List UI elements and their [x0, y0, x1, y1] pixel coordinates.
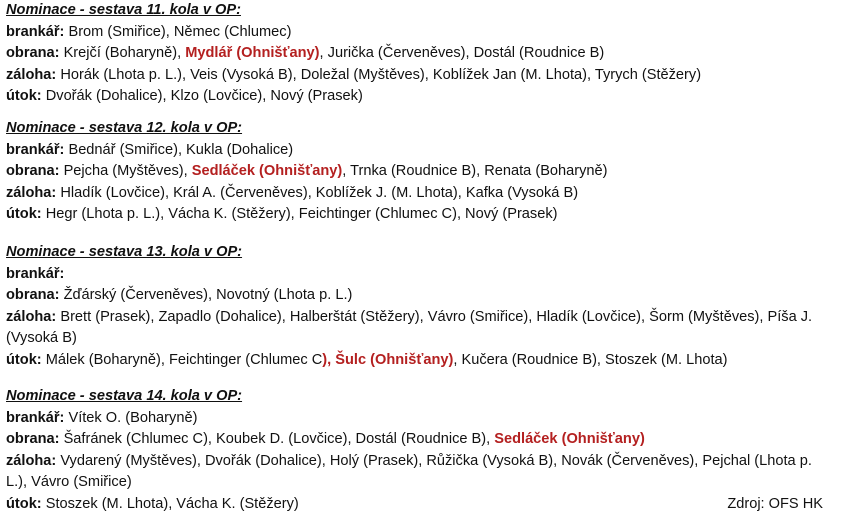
position-row: [6, 285, 835, 307]
player-list: Brett (Prasek), Zapadlo (Dohalice), Halberštát (Stěžery), Vávro (Smiřice), Hladík (Lovčice), Šorm (Myštěves), Píša J. (Vysoká B): [6, 308, 813, 346]
player-list: , Kučera (Roudnice B), Stoszek (M. Lhota): [453, 351, 728, 368]
player-list: Vítek O. (Boharyně): [64, 409, 198, 426]
position-label: brankář:: [6, 409, 65, 426]
nomination-section: [6, 0, 835, 108]
player-list: , Trnka (Roudnice B), Renata (Boharyně): [342, 163, 608, 179]
position-label: obrana:: [6, 45, 60, 61]
highlighted-player: Mydlář (Ohnišťany): [185, 45, 320, 61]
player-list: Krejčí (Boharyně),: [59, 45, 186, 61]
position-row: [6, 408, 835, 430]
position-label: záloha:: [6, 66, 57, 83]
position-label: útok:: [6, 495, 42, 512]
player-list: Dvořák (Dohalice), Klzo (Lovčice), Nový (Prasek): [41, 88, 363, 104]
position-row: [6, 183, 835, 205]
position-row: [6, 494, 835, 516]
player-list: Hegr (Lhota p. L.), Vácha K. (Stěžery), Feichtinger (Chlumec C), Nový (Prasek): [41, 206, 558, 222]
position-label: útok:: [6, 206, 42, 222]
section-heading: Nominace - sestava 11. kola v OP:: [6, 2, 241, 18]
position-row: [6, 429, 835, 451]
player-list: Pejcha (Myštěves),: [59, 163, 192, 179]
position-label: záloha:: [6, 184, 57, 201]
position-row: [6, 65, 835, 87]
player-list: Brom (Smiřice), Němec (Chlumec): [64, 23, 292, 40]
nomination-section: [6, 386, 835, 515]
position-row: [6, 204, 835, 226]
position-row: [6, 140, 835, 162]
position-label: brankář:: [6, 265, 65, 282]
player-list: Žďárský (Červeněves), Novotný (Lhota p. L.): [59, 287, 353, 303]
position-row: [6, 22, 835, 44]
section-heading: Nominace - sestava 12. kola v OP:: [6, 120, 243, 136]
highlighted-player: ), Šulc (Ohnišťany): [322, 351, 454, 368]
player-list: Hladík (Lovčice), Král A. (Červeněves), Koblížek J. (M. Lhota), Kafka (Vysoká B): [56, 184, 579, 201]
position-row: [6, 161, 835, 183]
position-row: [6, 264, 835, 286]
nomination-section: [6, 118, 835, 226]
position-row: [6, 43, 835, 65]
player-list: Horák (Lhota p. L.), Veis (Vysoká B), Doležal (Myštěves), Koblížek Jan (M. Lhota), Tyrych (Stěžery): [56, 66, 702, 83]
position-row: [6, 86, 835, 108]
position-label: obrana:: [6, 287, 60, 303]
nomination-section: [6, 242, 835, 371]
position-label: útok:: [6, 88, 42, 104]
player-list: Vydarený (Myštěves), Dvořák (Dohalice), Holý (Prasek), Růžička (Vysoká B), Novák (Červeněves), Pejchal (Lhota p. L.), Vávro (Smiřice): [6, 452, 812, 490]
player-list: Stoszek (M. Lhota), Vácha K. (Stěžery): [41, 495, 299, 512]
player-list: Šafránek (Chlumec C), Koubek D. (Lovčice), Dostál (Roudnice B),: [59, 431, 495, 447]
player-list: Bednář (Smiřice), Kukla (Dohalice): [64, 141, 294, 158]
position-label: obrana:: [6, 163, 60, 179]
position-label: brankář:: [6, 141, 65, 158]
player-list: Málek (Boharyně), Feichtinger (Chlumec C: [41, 351, 323, 368]
highlighted-player: Sedláček (Ohnišťany): [191, 163, 343, 179]
position-row: [6, 451, 835, 494]
position-label: útok:: [6, 351, 42, 368]
position-label: záloha:: [6, 308, 57, 325]
position-label: obrana:: [6, 431, 60, 447]
position-row: [6, 350, 835, 372]
position-label: brankář:: [6, 23, 65, 40]
position-row: [6, 307, 835, 350]
source-note: Zdroj: OFS HK: [727, 495, 823, 512]
player-list: , Jurička (Červeněves), Dostál (Roudnice B): [319, 45, 605, 61]
section-heading: Nominace - sestava 14. kola v OP:: [6, 388, 243, 404]
position-label: záloha:: [6, 452, 57, 469]
highlighted-player: Sedláček (Ohnišťany): [494, 431, 645, 447]
section-heading: Nominace - sestava 13. kola v OP:: [6, 244, 243, 260]
